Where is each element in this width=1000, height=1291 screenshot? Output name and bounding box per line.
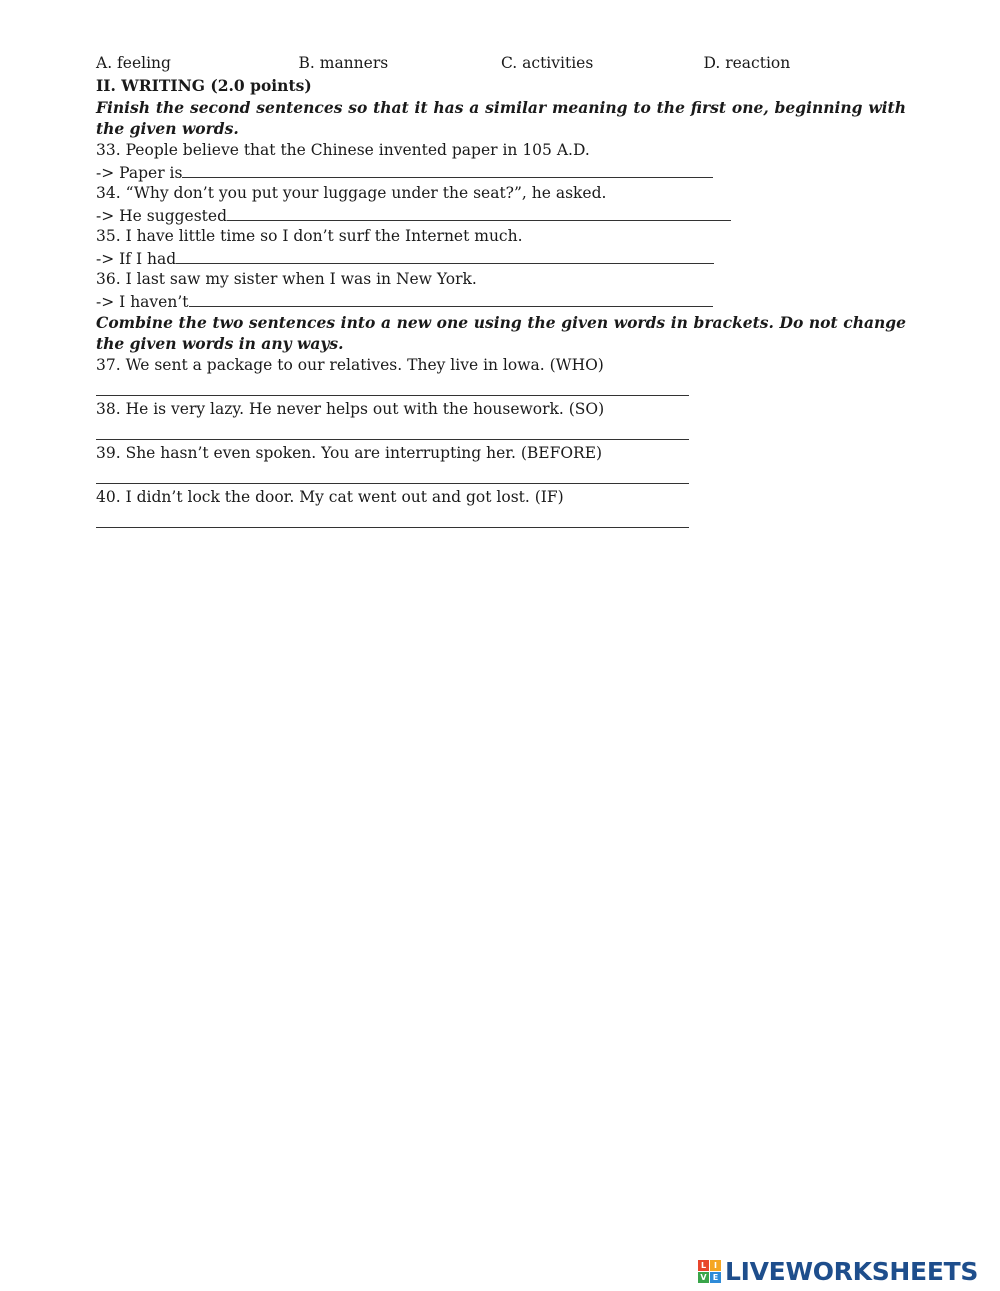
question-40: 40. I didn’t lock the door. My cat went out and got lost. (IF) — [96, 487, 564, 506]
answer-prompt-35: -> If I had — [96, 250, 177, 268]
option-a[interactable]: A. feeling — [96, 54, 171, 72]
question-37: 37. We sent a package to our relatives. They live in lowa. (WHO) — [96, 355, 604, 374]
answer-line-40[interactable] — [96, 508, 689, 528]
question-36: 36. I last saw my sister when I was in New York. — [96, 269, 477, 288]
answer-row-36 — [96, 290, 906, 312]
answer-blank-34[interactable] — [227, 204, 731, 221]
answer-line-37[interactable] — [96, 376, 689, 396]
section-title: II. WRITING (2.0 points) — [96, 76, 312, 95]
answer-row-35 — [96, 247, 906, 269]
answer-blank-36[interactable] — [189, 290, 713, 307]
logo-squares-icon — [698, 1260, 721, 1283]
answer-prompt-36: -> I haven’t — [96, 293, 189, 311]
answer-blank-33[interactable] — [182, 161, 713, 178]
question-39: 39. She hasn’t even spoken. You are interrupting her. (BEFORE) — [96, 443, 603, 462]
answer-prompt-33: -> Paper is — [96, 164, 183, 182]
answer-options — [96, 53, 906, 75]
answer-prompt-34: -> He suggested — [96, 207, 228, 225]
option-c[interactable]: C. activities — [501, 54, 594, 72]
question-35: 35. I have little time so I don’t surf the Internet much. — [96, 226, 523, 245]
option-d[interactable]: D. reaction — [703, 54, 791, 72]
logo-square-v: V — [698, 1272, 709, 1283]
question-38: 38. He is very lazy. He never helps out with the housework. (SO) — [96, 399, 605, 418]
answer-blank-35[interactable] — [176, 247, 714, 264]
worksheet-page — [96, 53, 906, 531]
liveworksheets-logo[interactable] — [698, 1256, 978, 1286]
answer-row-34 — [96, 204, 906, 226]
question-34: 34. “Why don’t you put your luggage under the seat?”, he asked. — [96, 183, 607, 202]
answer-line-38[interactable] — [96, 420, 689, 440]
option-b[interactable]: B. manners — [298, 54, 389, 72]
logo-square-e: E — [710, 1272, 721, 1283]
instruction-combine: Combine the two sentences into a new one using the given words in brackets. Do not change the given words in any ways. — [96, 312, 906, 353]
logo-text: LIVEWORKSHEETS — [725, 1256, 979, 1286]
answer-line-39[interactable] — [96, 464, 689, 484]
answer-row-33 — [96, 161, 906, 183]
instruction-rewrite: Finish the second sentences so that it has a similar meaning to the first one, beginning with the given words. — [96, 97, 906, 138]
logo-square-l: L — [698, 1260, 709, 1271]
question-33: 33. People believe that the Chinese invented paper in 105 A.D. — [96, 140, 590, 159]
logo-square-i: I — [710, 1260, 721, 1271]
